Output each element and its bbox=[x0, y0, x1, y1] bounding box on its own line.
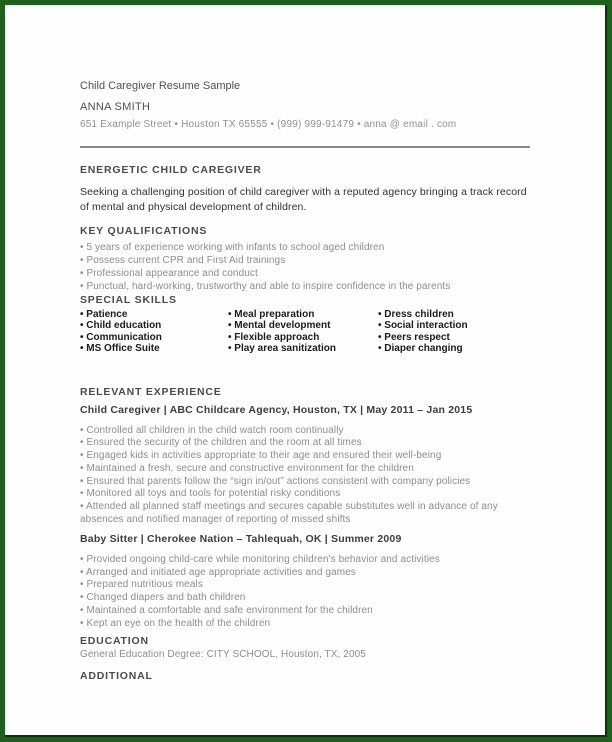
skill-item: • Patience bbox=[80, 309, 228, 321]
skills-column-3 bbox=[378, 309, 530, 355]
list-item: • Possess current CPR and First Aid trainings bbox=[80, 254, 530, 267]
section-key-qualifications-heading: KEY QUALIFICATIONS bbox=[80, 224, 208, 237]
header-divider bbox=[80, 146, 530, 148]
experience-jobs bbox=[80, 405, 530, 631]
key-qualifications-list bbox=[80, 241, 530, 293]
skill-item: • Communication bbox=[80, 332, 228, 344]
list-item: • Prepared nutritious meals bbox=[80, 579, 530, 592]
list-item: • Punctual, hard-working, trustworthy and able to inspire confidence in the parents bbox=[80, 280, 530, 293]
contact-line: 651 Example Street • Houston TX 65555 • (999) 999-91479 • anna @ email . com bbox=[80, 119, 457, 130]
skills-column-1 bbox=[80, 309, 228, 355]
list-item: • Maintained a comfortable and safe environment for the children bbox=[80, 605, 530, 618]
resume-page bbox=[80, 81, 530, 682]
section-education-heading: EDUCATION bbox=[80, 634, 149, 647]
list-item: • Controlled all children in the child watch room continually bbox=[80, 425, 530, 438]
list-item: • Professional appearance and conduct bbox=[80, 267, 530, 280]
section-special-skills-heading: SPECIAL SKILLS bbox=[80, 293, 177, 306]
list-item: • Engaged kids in activities appropriate to their age and ensured their well-being bbox=[80, 450, 530, 463]
special-skills-grid bbox=[80, 309, 530, 355]
skill-item: • Mental development bbox=[228, 320, 378, 332]
job-bullet-list bbox=[80, 425, 530, 527]
candidate-name: ANNA SMITH bbox=[80, 101, 151, 113]
list-item: • Arranged and initiated age appropriate activities and games bbox=[80, 567, 530, 580]
skills-column-2 bbox=[228, 309, 378, 355]
skill-item: • Meal preparation bbox=[228, 309, 378, 321]
document-title: Child Caregiver Resume Sample bbox=[80, 80, 241, 92]
job-title: Child Caregiver | ABC Childcare Agency, Houston, TX | May 2011 – Jan 2015 bbox=[80, 403, 473, 416]
experience-job bbox=[80, 405, 530, 527]
list-item: • Maintained a fresh, secure and constructive environment for the children bbox=[80, 463, 530, 476]
list-item: • Kept an eye on the health of the children bbox=[80, 618, 530, 631]
skill-item: • Flexible approach bbox=[228, 332, 378, 344]
skill-item: • MS Office Suite bbox=[80, 343, 228, 355]
section-objective-heading: ENERGETIC CHILD CAREGIVER bbox=[80, 164, 262, 176]
list-item: • Provided ongoing child-care while monitoring children's behavior and activities bbox=[80, 554, 530, 567]
skill-item: • Dress children bbox=[378, 309, 530, 321]
list-item: • 5 years of experience working with infants to school aged children bbox=[80, 241, 530, 254]
list-item: • Ensured that parents follow the “sign in/out” actions consistent with company policies bbox=[80, 476, 530, 489]
list-item: • Changed diapers and bath children bbox=[80, 592, 530, 605]
section-additional-heading: ADDITIONAL bbox=[80, 669, 153, 682]
job-bullet-list bbox=[80, 554, 530, 631]
skill-item: • Child education bbox=[80, 320, 228, 332]
section-experience-heading: RELEVANT EXPERIENCE bbox=[80, 385, 222, 398]
list-item: • Ensured the security of the children and the room at all times bbox=[80, 437, 530, 450]
list-item: • Monitored all toys and tools for potential risky conditions bbox=[80, 488, 530, 501]
skill-item: • Social interaction bbox=[378, 320, 530, 332]
experience-job bbox=[80, 534, 530, 631]
list-item: • Attended all planned staff meetings and secures capable substitutes well in advance of any absences and notified manager of reporting of missed shifts bbox=[80, 501, 530, 527]
skill-item: • Diaper changing bbox=[378, 343, 530, 355]
skill-item: • Peers respect bbox=[378, 332, 530, 344]
education-text: General Education Degree: CITY SCHOOL, Houston, TX, 2005 bbox=[80, 648, 366, 660]
skill-item: • Play area sanitization bbox=[228, 343, 378, 355]
job-title: Baby Sitter | Cherokee Nation – Tahlequah, OK | Summer 2009 bbox=[80, 532, 402, 545]
objective-text: Seeking a challenging position of child caregiver with a reputed agency bringing a track record of mental and physical development of children. bbox=[80, 186, 527, 213]
